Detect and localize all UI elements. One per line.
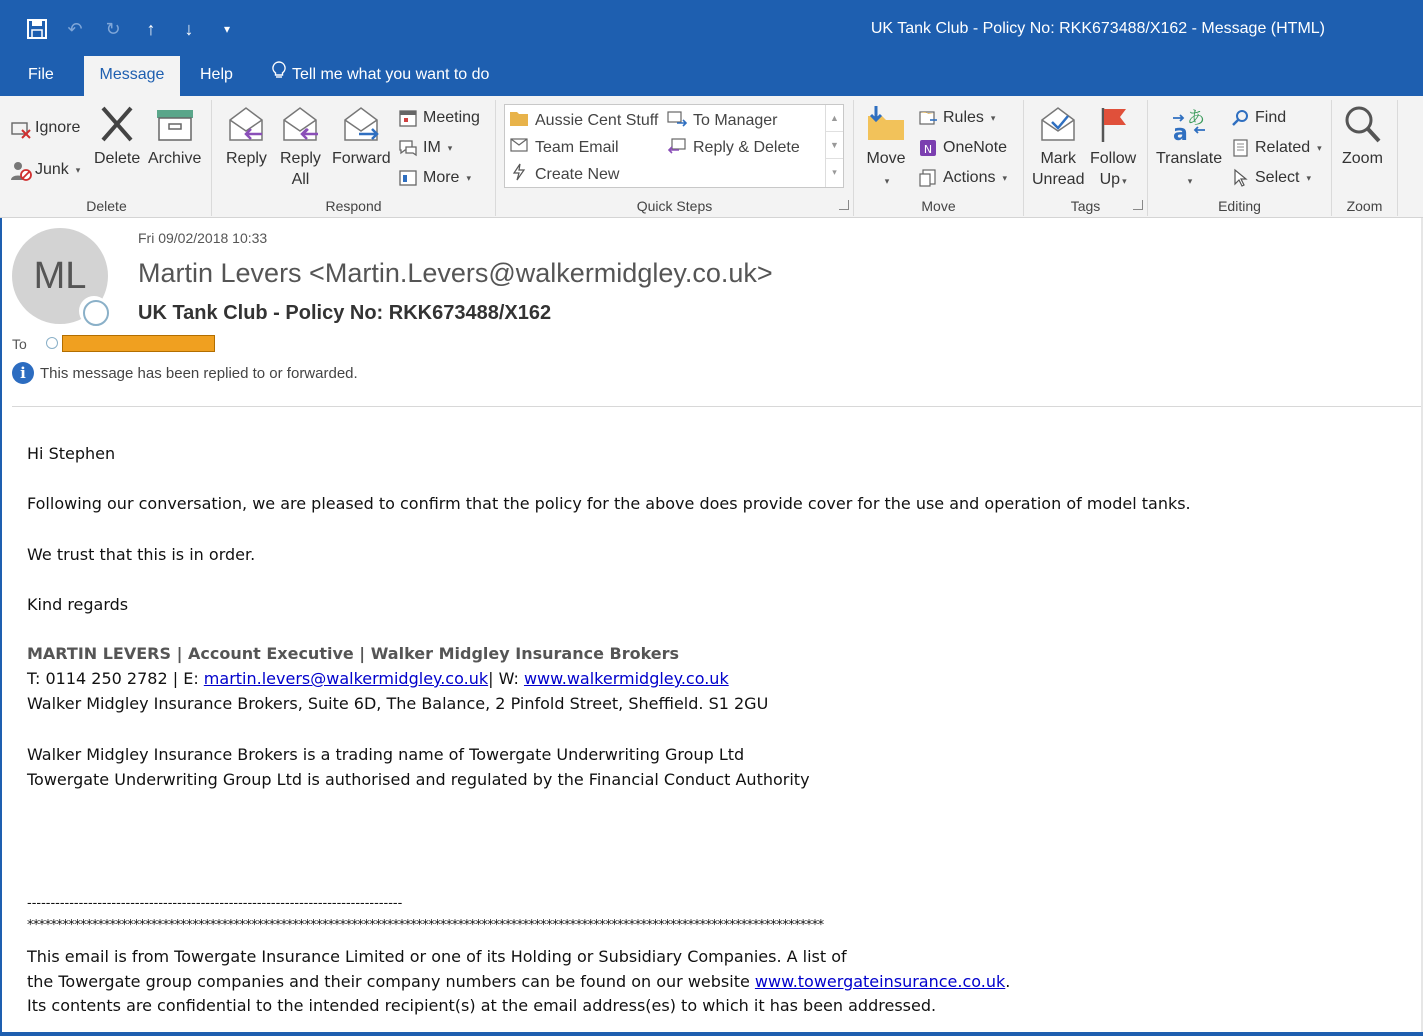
group-respond — [212, 100, 496, 216]
quick-steps-gallery — [504, 104, 844, 188]
svg-text:N: N — [923, 143, 933, 156]
website-link[interactable]: www.walkermidgley.co.uk — [523, 669, 729, 688]
forward-icon — [341, 104, 381, 144]
reply-info-bar[interactable] — [12, 362, 358, 384]
disclaimer-line-3: Its contents are confidential to the intended recipient(s) at the email address(es) to which it has been addressed. — [27, 996, 937, 1015]
actions-button[interactable]: Actions ▾ — [918, 166, 1007, 190]
group-zoom — [1332, 100, 1398, 216]
translate-icon — [1169, 104, 1209, 144]
tell-me-label: Tell me what you want to do — [292, 66, 490, 83]
rules-button[interactable]: Rules ▾ — [918, 106, 995, 130]
tab-file[interactable]: File — [28, 66, 54, 83]
legal-line-2: Towergate Underwriting Group Ltd is authorised and regulated by the Financial Conduct Authority — [27, 770, 810, 789]
message-subject: UK Tank Club - Policy No: RKK673488/X162 — [138, 302, 552, 324]
expand-gallery-icon[interactable]: ▾ — [832, 167, 837, 177]
group-editing — [1148, 100, 1332, 216]
email-link[interactable]: martin.levers@walkermidgley.co.uk — [203, 669, 489, 688]
forward-button[interactable]: Forward — [332, 104, 391, 169]
closing: Kind regards — [27, 595, 129, 614]
rules-icon — [918, 108, 938, 128]
disclaimer-line-2: the Towergate group companies and their company numbers can be found on our website www.towergateinsurance.co.uk. — [27, 972, 1011, 991]
group-quick-steps — [496, 100, 854, 216]
chevron-down-icon: ▾ — [75, 164, 81, 175]
quick-step-reply-delete[interactable]: Reply & Delete — [667, 136, 800, 159]
legal-line-1: Walker Midgley Insurance Brokers is a trading name of Towergate Underwriting Group Ltd — [27, 745, 745, 764]
quick-steps-scrollbar[interactable] — [825, 105, 843, 187]
ignore-button[interactable]: Ignore — [10, 116, 80, 140]
related-button[interactable]: Related ▾ — [1230, 136, 1322, 160]
redo-icon[interactable]: ↻ — [105, 19, 121, 39]
window-title: UK Tank Club - Policy No: RKK673488/X162 - Message (HTML) — [870, 20, 1325, 37]
redacted-recipient[interactable] — [62, 335, 215, 352]
save-icon[interactable] — [24, 16, 50, 42]
magnifier-icon — [1342, 104, 1382, 144]
group-label-zoom: Zoom — [1346, 198, 1383, 214]
header-divider — [12, 406, 1423, 407]
greeting: Hi Stephen — [27, 444, 116, 463]
avatar[interactable]: ML — [12, 228, 108, 324]
mark-unread-button[interactable]: Mark Unread — [1032, 104, 1084, 190]
junk-button[interactable]: Junk ▾ — [10, 158, 80, 182]
group-move — [854, 100, 1024, 216]
info-icon: i — [12, 362, 34, 384]
calendar-icon — [398, 108, 418, 128]
chevron-down-icon: ▾ — [1187, 176, 1193, 186]
star-separator: *************************************************************************************************************************************** — [27, 918, 824, 933]
disclaimer-line-1: This email is from Towergate Insurance Limited or one of its Holding or Subsidiary Companies. A list of — [27, 947, 847, 966]
translate-button[interactable]: a あ Translate ▾ — [1156, 104, 1222, 192]
group-label-quick-steps: Quick Steps — [636, 198, 713, 214]
ribbon-tabs — [0, 56, 1423, 96]
chevron-down-icon: ▾ — [447, 142, 453, 153]
scroll-up-icon[interactable]: ▲ — [826, 105, 843, 132]
chat-icon — [398, 138, 418, 158]
arrow-down-icon[interactable]: ↓ — [184, 19, 194, 39]
chevron-down-icon: ▾ — [1317, 142, 1322, 153]
follow-up-button[interactable]: Follow Up ▾ — [1090, 104, 1136, 192]
move-folder-icon — [866, 104, 906, 144]
dialog-launcher-icon[interactable] — [839, 200, 849, 210]
chevron-down-icon: ▾ — [466, 172, 471, 183]
presence-status-icon — [79, 296, 109, 326]
ribbon — [0, 96, 1423, 218]
cursor-icon — [1230, 168, 1250, 188]
select-button[interactable]: Select ▾ — [1230, 166, 1311, 190]
group-tags — [1024, 100, 1148, 216]
actions-icon — [918, 168, 938, 188]
tell-me-search[interactable] — [256, 56, 505, 96]
zoom-button[interactable]: Zoom — [1342, 104, 1383, 169]
svg-text:あ: あ — [1187, 108, 1206, 129]
title-bar — [0, 0, 1423, 56]
quick-step-to-manager[interactable]: To Manager — [667, 109, 778, 132]
im-button[interactable]: IM ▾ — [398, 136, 452, 160]
forward-mail-icon — [667, 109, 687, 132]
group-label-move: Move — [921, 198, 956, 214]
signature-address: Walker Midgley Insurance Brokers, Suite 6D, The Balance, 2 Pinfold Street, Sheffield. S1 2GU — [27, 694, 769, 713]
dialog-launcher-icon[interactable] — [1133, 200, 1143, 210]
quick-step-create-new[interactable]: Create New — [509, 163, 619, 186]
lightbulb-icon — [272, 56, 286, 94]
group-label-editing: Editing — [1218, 198, 1261, 214]
undo-icon[interactable]: ↶ — [67, 19, 83, 39]
body-paragraph-1: Following our conversation, we are pleased to confirm that the policy for the above does provide cover for the use and operation of model tanks. — [27, 494, 1191, 513]
towergate-website-link[interactable]: www.towergateinsurance.co.uk — [754, 972, 1006, 991]
signature-name-line: MARTIN LEVERS | Account Executive | Walker Midgley Insurance Brokers — [27, 644, 680, 663]
recipient-presence-icon — [46, 337, 58, 349]
ignore-icon — [10, 118, 30, 138]
reply-all-button[interactable]: Reply All — [280, 104, 321, 190]
delete-icon — [97, 104, 137, 144]
chevron-down-icon: ▾ — [990, 112, 996, 123]
sent-date: Fri 09/02/2018 10:33 — [138, 230, 268, 246]
svg-text:a: a — [1173, 121, 1188, 144]
reply-button[interactable]: Reply — [226, 104, 267, 169]
signature-contact-line: T: 0114 250 2782 | E: martin.levers@walkermidgley.co.uk| W: www.walkermidgley.co.uk — [27, 669, 729, 688]
mark-unread-icon — [1038, 104, 1078, 144]
tab-help[interactable]: Help — [200, 66, 233, 83]
quick-step-team-email[interactable]: Team Email — [509, 136, 619, 159]
chevron-down-icon: ▾ — [1122, 176, 1127, 186]
group-label-respond: Respond — [325, 198, 382, 214]
lightning-icon — [509, 163, 529, 186]
window-border-left — [0, 96, 2, 1036]
window-border-bottom — [0, 1032, 1423, 1036]
reply-delete-icon — [667, 136, 687, 159]
dash-separator: -------------------------------------------------------------------------------- — [27, 896, 403, 911]
body-paragraph-2: We trust that this is in order. — [27, 545, 256, 564]
search-icon — [1230, 108, 1250, 128]
tab-message[interactable]: Message — [84, 56, 180, 96]
chevron-down-icon: ▾ — [1306, 172, 1311, 183]
scroll-down-icon[interactable]: ▼ — [826, 132, 843, 159]
arrow-up-icon[interactable]: ↑ — [146, 19, 156, 39]
move-button[interactable]: Move ▾ — [866, 104, 906, 192]
folder-icon — [509, 109, 529, 132]
more-respond-button[interactable]: More ▾ — [398, 166, 471, 190]
to-label: To — [12, 336, 27, 352]
group-label-tags: Tags — [1070, 198, 1101, 214]
related-icon — [1230, 138, 1250, 158]
archive-icon — [155, 104, 195, 144]
onenote-button[interactable]: N OneNote — [918, 136, 1007, 160]
group-label-delete: Delete — [86, 198, 127, 214]
group-delete — [2, 100, 212, 216]
chevron-down-icon: ▾ — [1002, 172, 1007, 183]
mail-icon — [509, 136, 529, 159]
flag-icon — [1093, 104, 1133, 144]
customize-icon[interactable]: ▾ — [223, 22, 231, 36]
more-icon — [398, 168, 418, 188]
find-button[interactable]: Find — [1230, 106, 1286, 130]
quick-access-toolbar — [24, 16, 240, 42]
reply-icon — [226, 104, 266, 144]
reply-all-icon — [280, 104, 320, 144]
archive-button[interactable]: Archive — [148, 104, 201, 169]
delete-button[interactable]: Delete — [94, 104, 140, 169]
meeting-button[interactable]: Meeting — [398, 106, 480, 130]
junk-icon — [10, 160, 30, 180]
chevron-down-icon: ▾ — [884, 176, 890, 186]
onenote-icon — [918, 138, 938, 158]
sender[interactable]: Martin Levers <Martin.Levers@walkermidgley.co.uk> — [138, 258, 773, 288]
quick-step-aussie-cent-stuff[interactable]: Aussie Cent Stuff — [509, 109, 658, 132]
reply-info-text: This message has been replied to or forwarded. — [40, 364, 358, 382]
